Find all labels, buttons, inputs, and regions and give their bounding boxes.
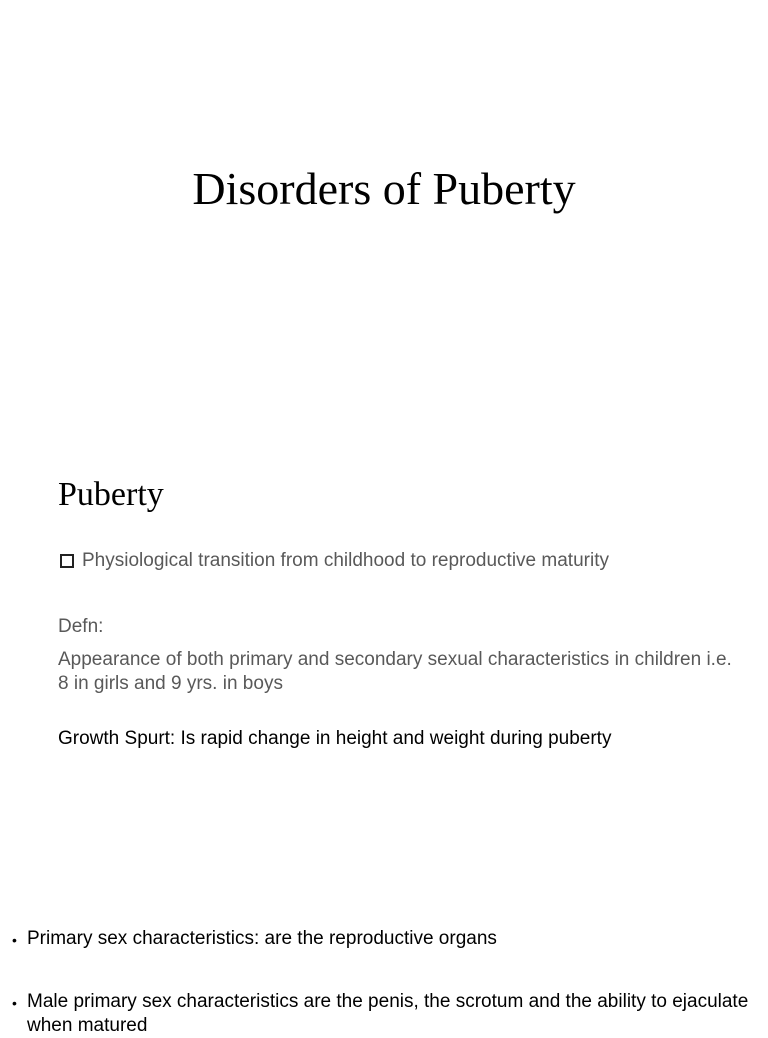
list-item-text: Primary sex characteristics: are the reproductive organs — [27, 928, 497, 949]
list-item-text: Male primary sex characteristics are the penis, the scrotum and the ability to ejaculate when matured — [27, 991, 749, 1036]
checkbox-list-item — [58, 550, 609, 572]
bullet-icon: • — [12, 995, 17, 1011]
slide-title — [0, 0, 768, 432]
checkbox-icon — [60, 554, 74, 568]
slide-sex-characteristics — [0, 864, 768, 1036]
list-item — [12, 927, 752, 952]
list-item — [12, 990, 752, 1038]
slide-puberty — [0, 432, 768, 864]
growth-spurt-text: Growth Spurt: Is rapid change in height and weight during puberty — [58, 728, 612, 749]
section-heading: Puberty — [58, 476, 164, 513]
definition-text: Appearance of both primary and secondary sexual characteristics in children i.e. 8 in girls and 9 yrs. in boys — [58, 649, 732, 694]
checkbox-item-text: Physiological transition from childhood to reproductive maturity — [82, 550, 609, 571]
page-title: Disorders of Puberty — [192, 163, 576, 214]
definition-label: Defn: — [58, 616, 104, 637]
bullet-icon: • — [12, 932, 17, 948]
